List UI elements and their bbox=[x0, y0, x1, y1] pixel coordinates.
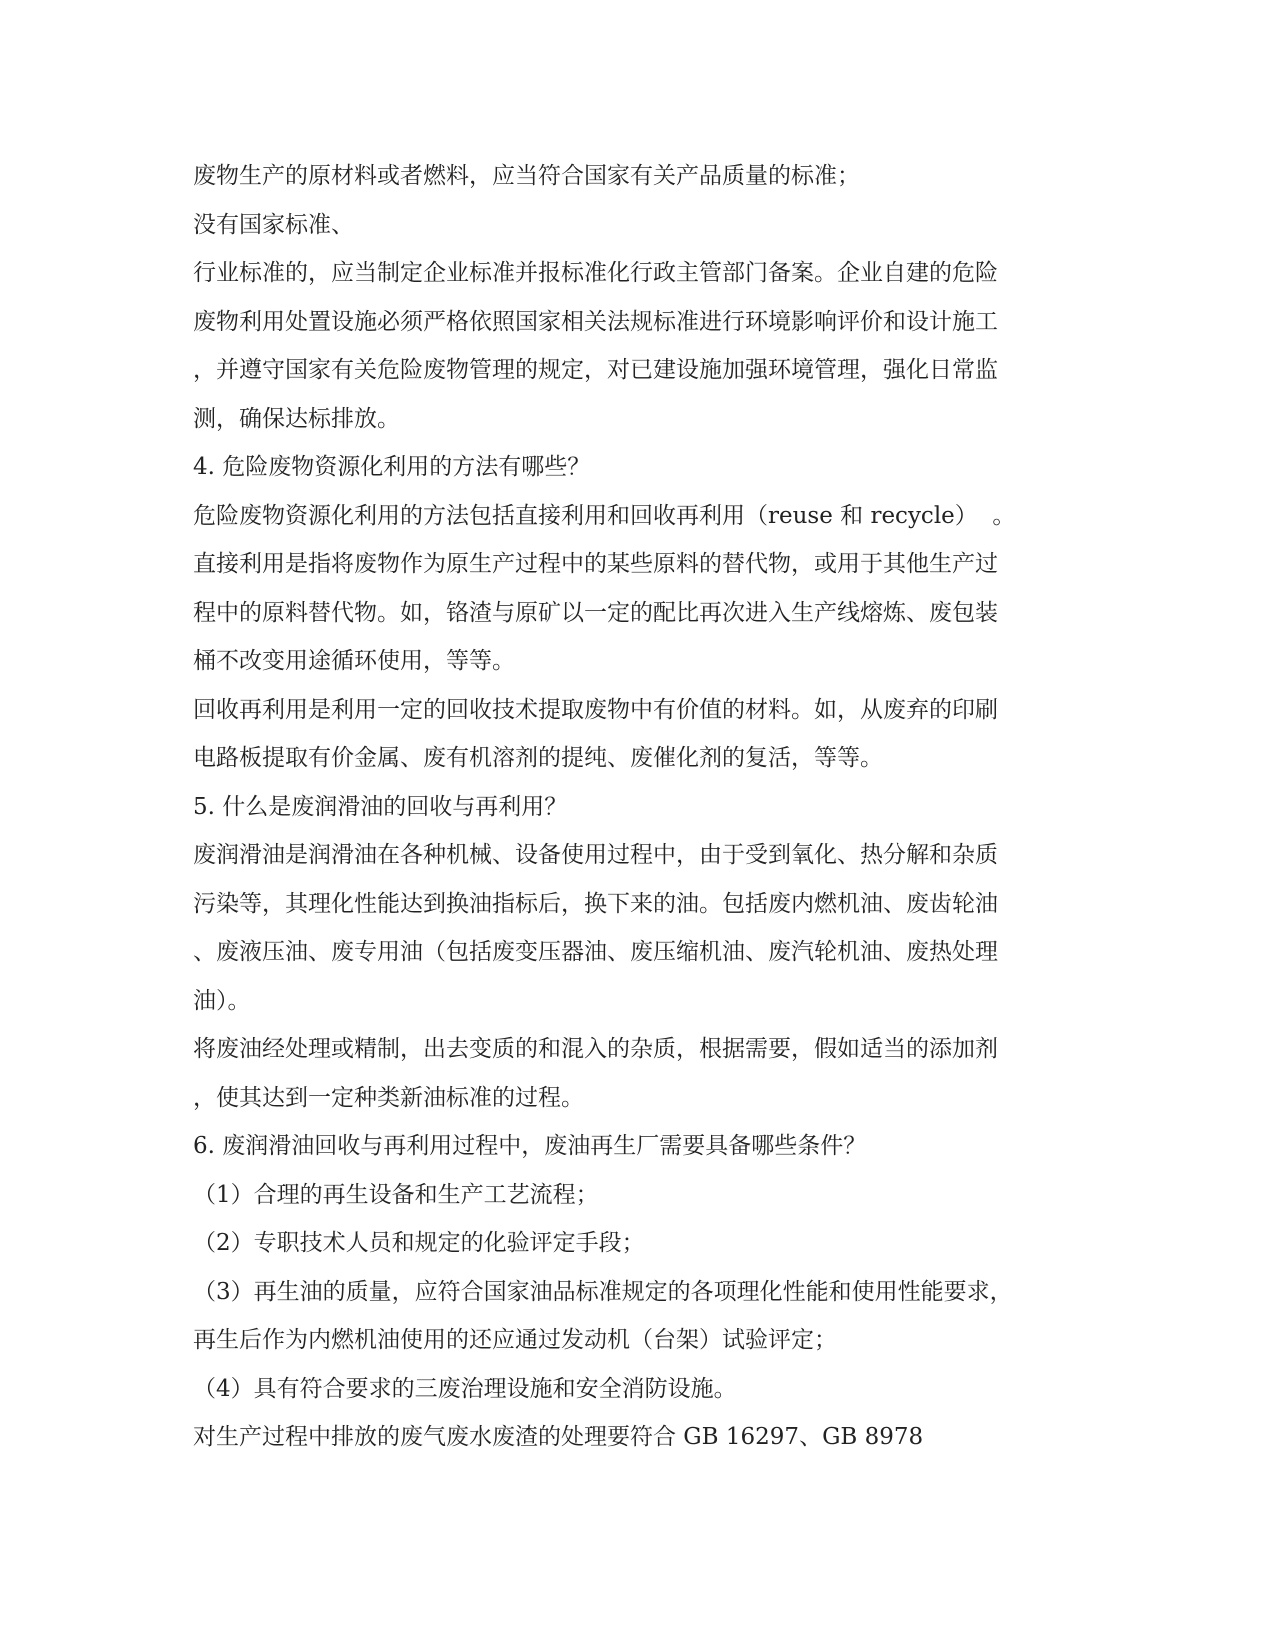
text-line: 对生产过程中排放的废气废水废渣的处理要符合 GB 16297、GB 8978 bbox=[193, 1424, 924, 1450]
list-item: （3）再生油的质量，应符合国家油品标准规定的各项理化性能和使用性能要求， bbox=[193, 1278, 1013, 1305]
text-line: 行业标准的，应当制定企业标准并报标准化行政主管部门备案。企业自建的危险 bbox=[193, 260, 998, 286]
text-line: 直接利用是指将废物作为原生产过程中的某些原料的替代物，或用于其他生产过 bbox=[193, 551, 998, 577]
text-line: 没有国家标准、 bbox=[193, 211, 354, 238]
text-line: 废润滑油是润滑油在各种机械、设备使用过程中，由于受到氧化、热分解和杂质 bbox=[193, 842, 998, 868]
question-heading: 4. 危险废物资源化利用的方法有哪些？ bbox=[193, 454, 591, 480]
text-line: 测，确保达标排放。 bbox=[193, 405, 400, 432]
text-line: 、废液压油、废专用油（包括废变压器油、废压缩机油、废汽轮机油、废热处理 bbox=[193, 939, 998, 965]
text-line: ，使其达到一定种类新油标准的过程。 bbox=[193, 1084, 584, 1111]
text-line: 电路板提取有价金属、废有机溶剂的提纯、废催化剂的复活，等等。 bbox=[193, 745, 883, 771]
list-item: （4）具有符合要求的三废治理设施和安全消防设施。 bbox=[193, 1375, 737, 1402]
text-line: ，并遵守国家有关危险废物管理的规定，对已建设施加强环境管理，强化日常监 bbox=[193, 357, 998, 383]
question-heading: 6. 废润滑油回收与再利用过程中，废油再生厂需要具备哪些条件？ bbox=[193, 1133, 867, 1159]
body-text bbox=[193, 152, 1073, 1462]
text-line: 废物利用处置设施必须严格依照国家相关法规标准进行环境影响评价和设计施工 bbox=[193, 308, 998, 335]
text-line: 将废油经处理或精制，出去变质的和混入的杂质，根据需要，假如适当的添加剂 bbox=[193, 1036, 998, 1062]
text-line: 污染等，其理化性能达到换油指标后，换下来的油。包括废内燃机油、废齿轮油 bbox=[193, 890, 998, 917]
text-line: 废物生产的原材料或者燃料，应当符合国家有关产品质量的标准； bbox=[193, 163, 860, 189]
text-line: 回收再利用是利用一定的回收技术提取废物中有价值的材料。如，从废弃的印刷 bbox=[193, 696, 998, 723]
list-item: （2）专职技术人员和规定的化验评定手段； bbox=[193, 1230, 645, 1256]
list-item: （1）合理的再生设备和生产工艺流程； bbox=[193, 1181, 599, 1208]
text-line: 桶不改变用途循环使用，等等。 bbox=[193, 648, 515, 674]
text-line: 油）。 bbox=[193, 987, 251, 1014]
text-line: 再生后作为内燃机油使用的还应通过发动机（台架）试验评定； bbox=[193, 1327, 837, 1353]
text-line: 程中的原料替代物。如，铬渣与原矿以一定的配比再次进入生产线熔炼、废包装 bbox=[193, 599, 998, 626]
text-line: 危险废物资源化利用的方法包括直接利用和回收再利用（reuse 和 recycle） 。 bbox=[193, 502, 1016, 529]
question-heading: 5. 什么是废润滑油的回收与再利用？ bbox=[193, 793, 568, 820]
